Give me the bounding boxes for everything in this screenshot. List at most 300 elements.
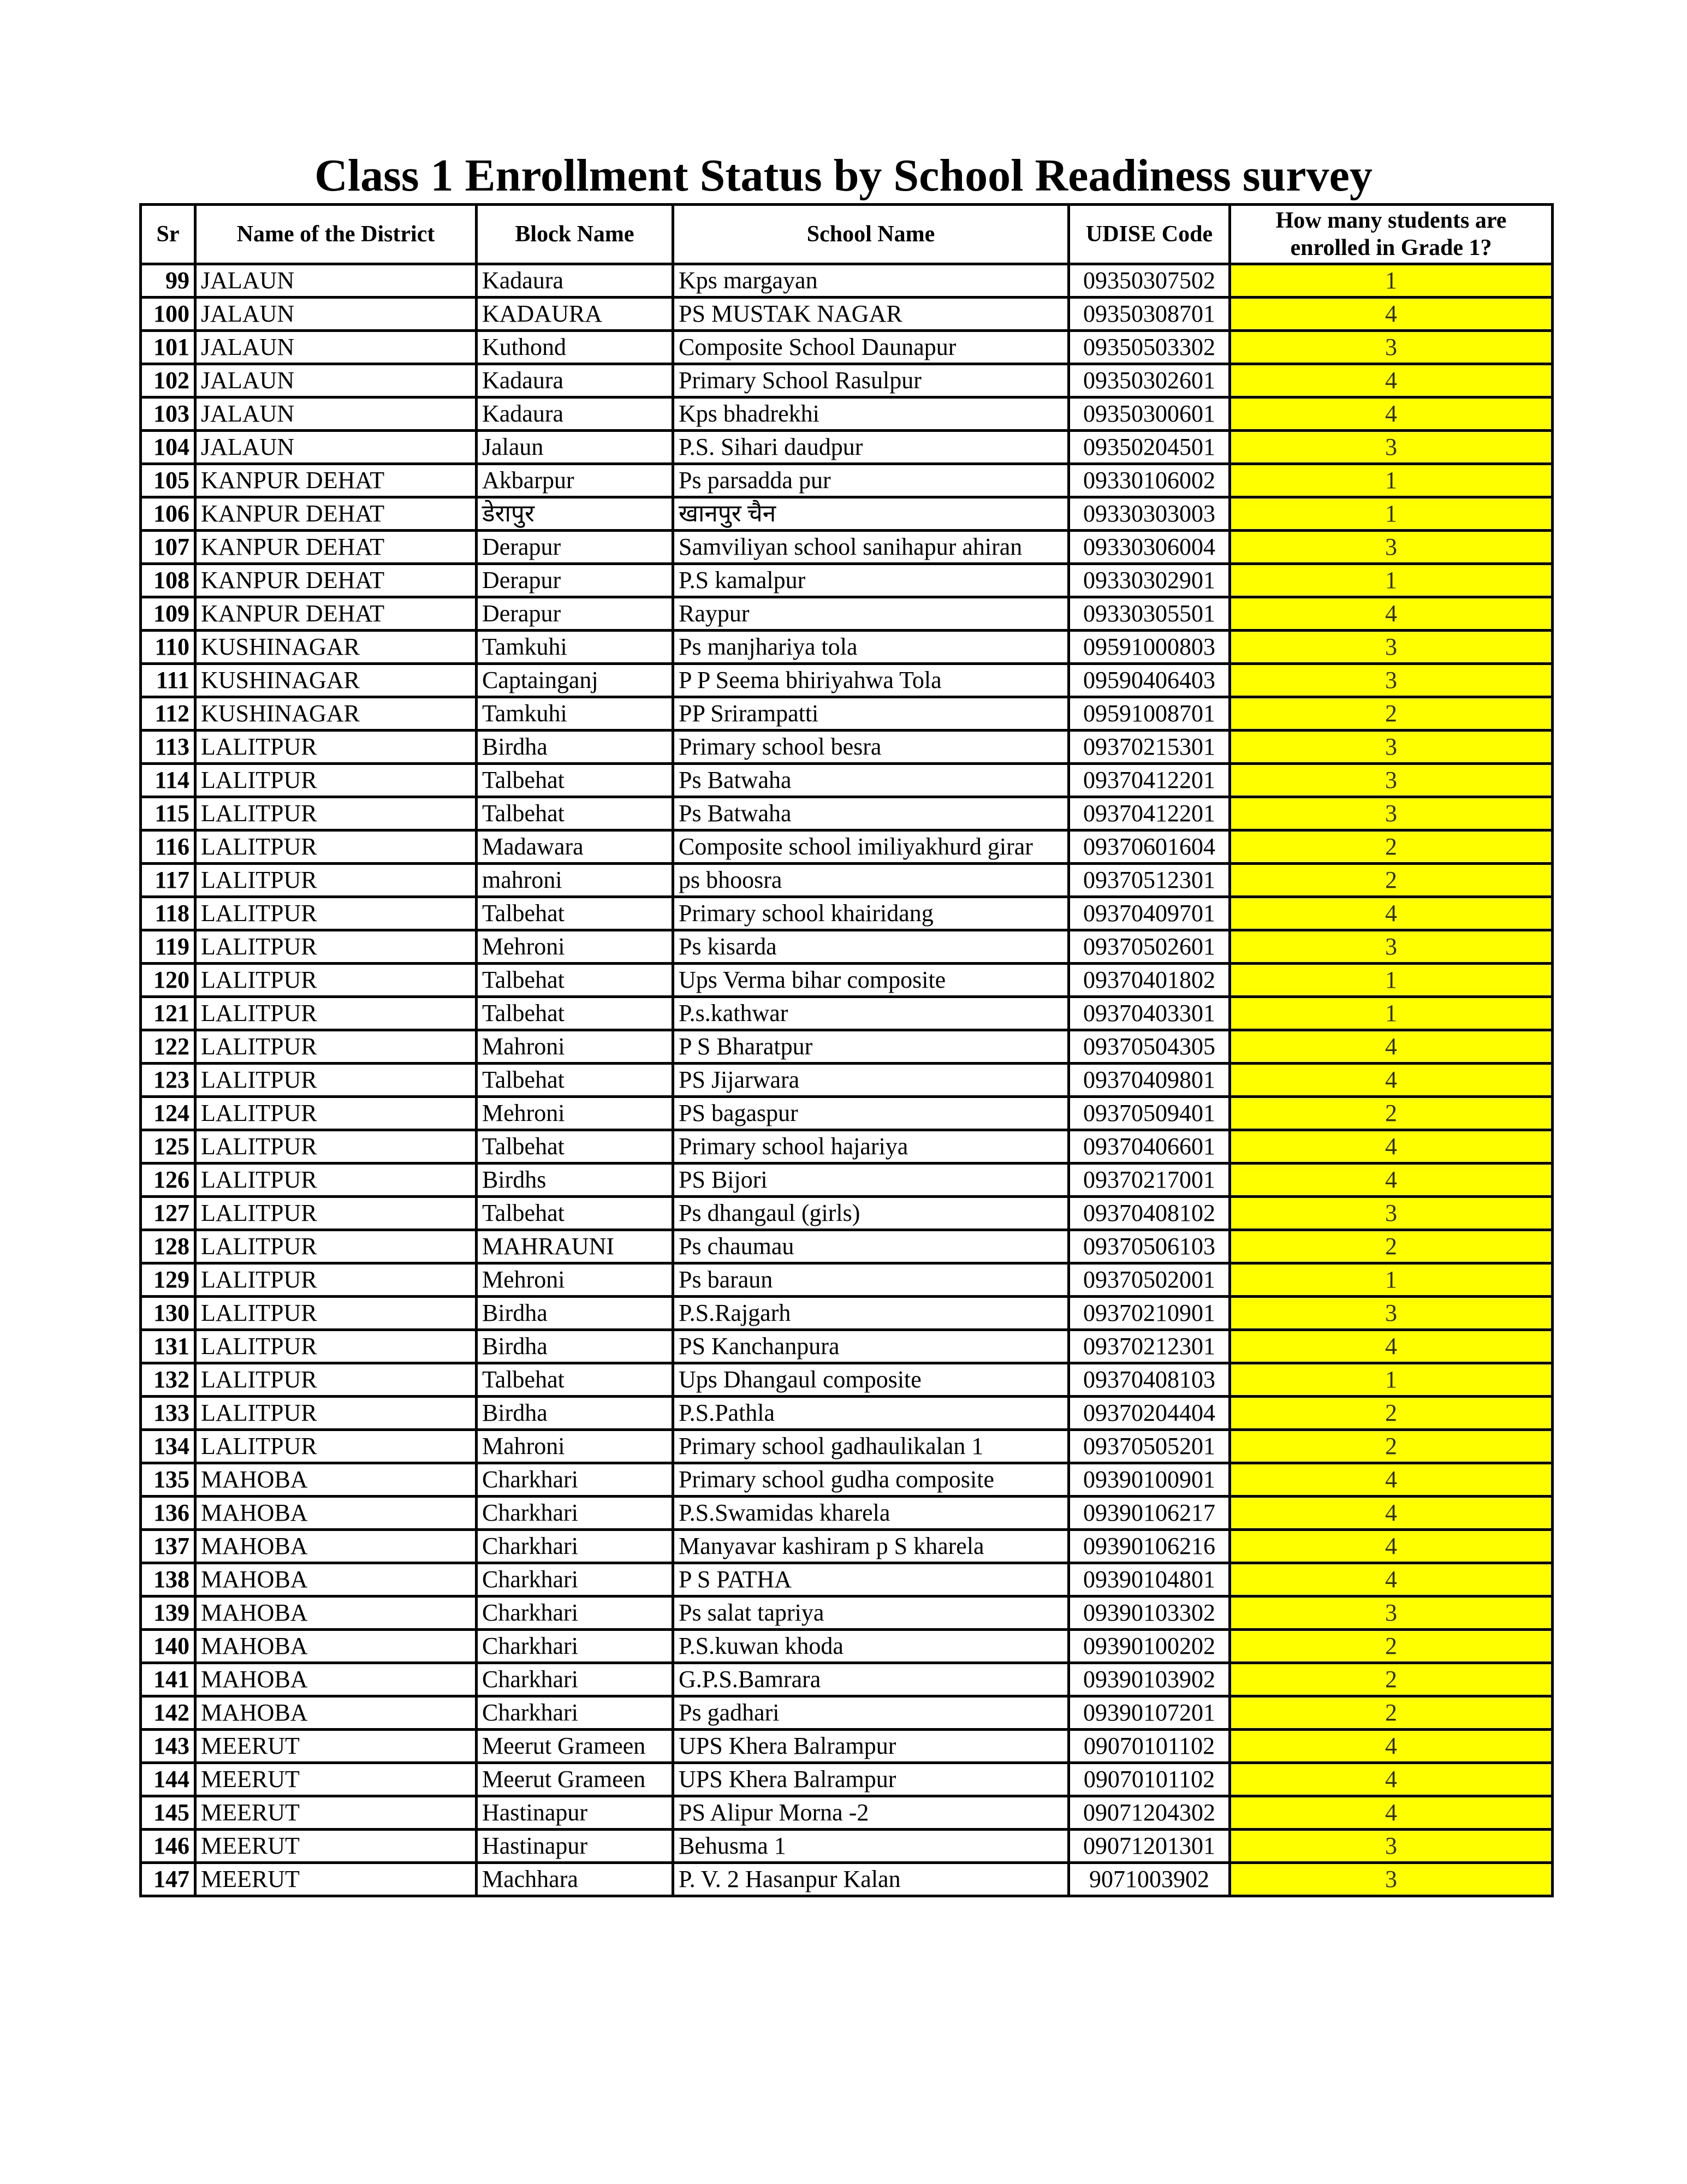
table-row [141,1363,1553,1397]
cell-school: Behusma 1 [673,1830,1069,1863]
cell-sr: 118 [141,897,195,930]
cell-block: Birdha [477,731,673,764]
table-row [141,431,1553,464]
cell-block: Derapur [477,531,673,564]
cell-enrolled: 2 [1230,1230,1553,1263]
cell-block: डेरापुर [477,497,673,531]
header-udise: UDISE Code [1069,205,1230,264]
cell-udise: 09350503302 [1069,331,1230,364]
cell-udise: 09370506103 [1069,1230,1230,1263]
cell-school: Ps gadhari [673,1696,1069,1730]
cell-block: Charkhari [477,1696,673,1730]
cell-udise: 09390100202 [1069,1630,1230,1663]
table-row [141,564,1553,597]
cell-udise: 09370204404 [1069,1397,1230,1430]
cell-block: Akbarpur [477,464,673,497]
cell-block: Meerut Grameen [477,1730,673,1763]
cell-udise: 09350302601 [1069,364,1230,397]
cell-udise: 09370212301 [1069,1330,1230,1363]
cell-block: Birdha [477,1297,673,1330]
cell-block: Machhara [477,1863,673,1896]
cell-school: Composite School Daunapur [673,331,1069,364]
cell-district: LALITPUR [195,830,477,864]
cell-sr: 102 [141,364,195,397]
cell-udise: 09330302901 [1069,564,1230,597]
cell-enrolled: 1 [1230,464,1553,497]
cell-school: PS Bijori [673,1164,1069,1197]
cell-school: Ps salat tapriya [673,1597,1069,1630]
cell-sr: 145 [141,1796,195,1830]
cell-sr: 142 [141,1696,195,1730]
cell-block: Charkhari [477,1597,673,1630]
cell-district: LALITPUR [195,1363,477,1397]
cell-school: UPS Khera Balrampur [673,1763,1069,1796]
cell-udise: 09390106217 [1069,1497,1230,1530]
cell-district: JALAUN [195,298,477,331]
cell-enrolled: 2 [1230,830,1553,864]
cell-school: Ps Batwaha [673,797,1069,830]
cell-sr: 134 [141,1430,195,1463]
cell-district: JALAUN [195,331,477,364]
cell-district: MEERUT [195,1863,477,1896]
cell-sr: 137 [141,1530,195,1563]
cell-sr: 122 [141,1030,195,1064]
cell-block: Kadaura [477,364,673,397]
cell-district: KUSHINAGAR [195,664,477,697]
cell-udise: 09350308701 [1069,298,1230,331]
cell-enrolled: 3 [1230,764,1553,797]
cell-udise: 09370215301 [1069,731,1230,764]
cell-school: Kps bhadrekhi [673,397,1069,431]
cell-block: Mehroni [477,1263,673,1297]
cell-block: Charkhari [477,1663,673,1696]
cell-udise: 09370408103 [1069,1363,1230,1397]
cell-udise: 09370401802 [1069,964,1230,997]
cell-enrolled: 2 [1230,1630,1553,1663]
cell-enrolled: 4 [1230,397,1553,431]
cell-enrolled: 2 [1230,1097,1553,1130]
cell-district: LALITPUR [195,1197,477,1230]
cell-school: Ps chaumau [673,1230,1069,1263]
table-row [141,864,1553,897]
table-row [141,1497,1553,1530]
cell-block: Talbehat [477,1064,673,1097]
cell-district: LALITPUR [195,1263,477,1297]
cell-block: Hastinapur [477,1830,673,1863]
cell-school: PS Alipur Morna -2 [673,1796,1069,1830]
cell-district: KUSHINAGAR [195,631,477,664]
table-row [141,298,1553,331]
cell-enrolled: 4 [1230,1763,1553,1796]
cell-block: Birdha [477,1397,673,1430]
cell-sr: 100 [141,298,195,331]
cell-district: MEERUT [195,1763,477,1796]
cell-block: Talbehat [477,897,673,930]
cell-sr: 130 [141,1297,195,1330]
cell-school: Ps kisarda [673,930,1069,964]
cell-enrolled: 2 [1230,1663,1553,1696]
cell-block: Charkhari [477,1563,673,1597]
cell-school: P S Bharatpur [673,1030,1069,1064]
table-row [141,1696,1553,1730]
cell-enrolled: 4 [1230,1130,1553,1164]
cell-school: ps bhoosra [673,864,1069,897]
table-row [141,1397,1553,1430]
cell-district: LALITPUR [195,1164,477,1197]
cell-school: PS Jijarwara [673,1064,1069,1097]
cell-school: Primary school khairidang [673,897,1069,930]
cell-block: Talbehat [477,1363,673,1397]
cell-district: LALITPUR [195,1397,477,1430]
cell-sr: 120 [141,964,195,997]
cell-sr: 125 [141,1130,195,1164]
cell-block: Tamkuhi [477,631,673,664]
cell-sr: 129 [141,1263,195,1297]
cell-block: Mehroni [477,930,673,964]
cell-district: LALITPUR [195,1330,477,1363]
cell-enrolled: 4 [1230,1463,1553,1497]
table-row [141,1730,1553,1763]
cell-district: MAHOBA [195,1497,477,1530]
cell-udise: 09370512301 [1069,864,1230,897]
cell-school: Ps Batwaha [673,764,1069,797]
table-row [141,497,1553,531]
cell-sr: 105 [141,464,195,497]
cell-sr: 110 [141,631,195,664]
cell-udise: 09390100901 [1069,1463,1230,1497]
cell-block: Talbehat [477,764,673,797]
cell-school: Ps dhangaul (girls) [673,1197,1069,1230]
cell-enrolled: 2 [1230,697,1553,731]
cell-district: LALITPUR [195,1430,477,1463]
cell-district: MAHOBA [195,1530,477,1563]
cell-block: Kuthond [477,331,673,364]
table-row [141,1663,1553,1696]
cell-enrolled: 1 [1230,964,1553,997]
cell-school: G.P.S.Bamrara [673,1663,1069,1696]
cell-sr: 143 [141,1730,195,1763]
table-row [141,1430,1553,1463]
cell-udise: 09070101102 [1069,1763,1230,1796]
cell-district: JALAUN [195,364,477,397]
cell-school: P.S kamalpur [673,564,1069,597]
table-row [141,964,1553,997]
cell-school: Raypur [673,597,1069,631]
cell-enrolled: 1 [1230,1263,1553,1297]
table-row [141,1330,1553,1363]
cell-block: Charkhari [477,1530,673,1563]
cell-enrolled: 2 [1230,1696,1553,1730]
table-row [141,1530,1553,1563]
cell-school: Primary school gudha composite [673,1463,1069,1497]
cell-udise: 09370210901 [1069,1297,1230,1330]
cell-district: LALITPUR [195,964,477,997]
cell-school: Manyavar kashiram p S kharela [673,1530,1069,1563]
table-row [141,531,1553,564]
cell-district: MEERUT [195,1796,477,1830]
cell-enrolled: 1 [1230,1363,1553,1397]
cell-udise: 09370406601 [1069,1130,1230,1164]
header-row [141,205,1553,264]
cell-district: MAHOBA [195,1696,477,1730]
cell-sr: 136 [141,1497,195,1530]
cell-sr: 132 [141,1363,195,1397]
table-row [141,331,1553,364]
cell-udise: 09370409801 [1069,1064,1230,1097]
table-body [141,264,1553,1896]
table-row [141,1297,1553,1330]
cell-udise: 09591000803 [1069,631,1230,664]
cell-district: KANPUR DEHAT [195,531,477,564]
cell-sr: 133 [141,1397,195,1430]
cell-enrolled: 4 [1230,1064,1553,1097]
cell-district: LALITPUR [195,897,477,930]
header-district: Name of the District [195,205,477,264]
cell-block: MAHRAUNI [477,1230,673,1263]
cell-district: MAHOBA [195,1597,477,1630]
cell-udise: 09330305501 [1069,597,1230,631]
table-row [141,797,1553,830]
cell-enrolled: 3 [1230,1297,1553,1330]
cell-block: Mahroni [477,1030,673,1064]
cell-district: LALITPUR [195,930,477,964]
cell-block: Talbehat [477,1197,673,1230]
cell-udise: 09390103902 [1069,1663,1230,1696]
cell-udise: 09071201301 [1069,1830,1230,1863]
cell-udise: 09330106002 [1069,464,1230,497]
cell-block: Derapur [477,597,673,631]
table-row [141,1263,1553,1297]
cell-sr: 141 [141,1663,195,1696]
table-row [141,1463,1553,1497]
table-row [141,1597,1553,1630]
cell-block: Charkhari [477,1463,673,1497]
cell-sr: 123 [141,1064,195,1097]
cell-district: JALAUN [195,264,477,298]
cell-enrolled: 4 [1230,1530,1553,1563]
cell-block: Talbehat [477,1130,673,1164]
cell-district: MAHOBA [195,1563,477,1597]
cell-udise: 09390104801 [1069,1563,1230,1597]
cell-school: Composite school imiliyakhurd girar [673,830,1069,864]
cell-enrolled: 3 [1230,1863,1553,1896]
table-row [141,764,1553,797]
cell-district: MEERUT [195,1830,477,1863]
table-row [141,1030,1553,1064]
table-row [141,464,1553,497]
cell-school: P.S.Swamidas kharela [673,1497,1069,1530]
cell-district: LALITPUR [195,1097,477,1130]
cell-sr: 119 [141,930,195,964]
cell-sr: 144 [141,1763,195,1796]
cell-school: Ups Dhangaul composite [673,1363,1069,1397]
cell-district: KANPUR DEHAT [195,497,477,531]
cell-school: P.S.Pathla [673,1397,1069,1430]
cell-sr: 101 [141,331,195,364]
cell-school: Primary school besra [673,731,1069,764]
cell-school: Primary School Rasulpur [673,364,1069,397]
table-row [141,1230,1553,1263]
cell-enrolled: 3 [1230,631,1553,664]
cell-enrolled: 4 [1230,1730,1553,1763]
cell-block: KADAURA [477,298,673,331]
cell-enrolled: 2 [1230,1430,1553,1463]
cell-school: Ps manjhariya tola [673,631,1069,664]
cell-block: Kadaura [477,397,673,431]
cell-sr: 140 [141,1630,195,1663]
cell-school: Ups Verma bihar composite [673,964,1069,997]
cell-sr: 127 [141,1197,195,1230]
cell-udise: 09390106216 [1069,1530,1230,1563]
cell-block: Mehroni [477,1097,673,1130]
header-sr: Sr [141,205,195,264]
cell-school: खानपुर चैन [673,497,1069,531]
cell-block: Mahroni [477,1430,673,1463]
cell-district: KUSHINAGAR [195,697,477,731]
cell-school: PS Kanchanpura [673,1330,1069,1363]
cell-enrolled: 4 [1230,1497,1553,1530]
cell-sr: 147 [141,1863,195,1896]
cell-udise: 09370504305 [1069,1030,1230,1064]
cell-enrolled: 4 [1230,1330,1553,1363]
table-row [141,631,1553,664]
cell-school: UPS Khera Balrampur [673,1730,1069,1763]
cell-udise: 09591008701 [1069,697,1230,731]
table-row [141,597,1553,631]
header-school: School Name [673,205,1069,264]
cell-enrolled: 3 [1230,930,1553,964]
table-row [141,830,1553,864]
cell-sr: 121 [141,997,195,1030]
cell-udise: 09370403301 [1069,997,1230,1030]
cell-enrolled: 4 [1230,597,1553,631]
cell-enrolled: 4 [1230,1796,1553,1830]
cell-udise: 09370408102 [1069,1197,1230,1230]
cell-block: Kadaura [477,264,673,298]
cell-block: Derapur [477,564,673,597]
cell-sr: 108 [141,564,195,597]
cell-block: Meerut Grameen [477,1763,673,1796]
cell-block: Tamkuhi [477,697,673,731]
cell-udise: 09370217001 [1069,1164,1230,1197]
cell-school: P.s.kathwar [673,997,1069,1030]
cell-udise: 09370601604 [1069,830,1230,864]
cell-udise: 09330306004 [1069,531,1230,564]
cell-school: P.S. Sihari daudpur [673,431,1069,464]
cell-district: MAHOBA [195,1630,477,1663]
cell-udise: 09350204501 [1069,431,1230,464]
cell-sr: 107 [141,531,195,564]
cell-sr: 131 [141,1330,195,1363]
cell-block: Birdha [477,1330,673,1363]
table-row [141,1863,1553,1896]
cell-block: Hastinapur [477,1796,673,1830]
cell-school: PS MUSTAK NAGAR [673,298,1069,331]
cell-block: Captainganj [477,664,673,697]
cell-enrolled: 3 [1230,331,1553,364]
table-row [141,1830,1553,1863]
cell-school: Primary school hajariya [673,1130,1069,1164]
page-title: Class 1 Enrollment Status by School Readiness survey [314,150,1373,201]
cell-sr: 114 [141,764,195,797]
cell-udise: 09370412201 [1069,764,1230,797]
cell-enrolled: 4 [1230,298,1553,331]
cell-school: P P Seema bhiriyahwa Tola [673,664,1069,697]
table-row [141,697,1553,731]
cell-block: Talbehat [477,964,673,997]
cell-district: MAHOBA [195,1463,477,1497]
cell-udise: 09370502001 [1069,1263,1230,1297]
cell-udise: 09070101102 [1069,1730,1230,1763]
table-row [141,664,1553,697]
cell-enrolled: 4 [1230,1164,1553,1197]
cell-school: Ps parsadda pur [673,464,1069,497]
header-enrolled: How many students are enrolled in Grade 1? [1230,205,1553,264]
cell-udise: 09370502601 [1069,930,1230,964]
cell-enrolled: 3 [1230,797,1553,830]
cell-sr: 106 [141,497,195,531]
cell-district: LALITPUR [195,1130,477,1164]
cell-block: Charkhari [477,1630,673,1663]
table-row [141,930,1553,964]
cell-block: Birdhs [477,1164,673,1197]
cell-school: PS bagaspur [673,1097,1069,1130]
cell-enrolled: 3 [1230,1197,1553,1230]
header-block: Block Name [477,205,673,264]
cell-enrolled: 2 [1230,864,1553,897]
cell-school: P S PATHA [673,1563,1069,1597]
table-row [141,1064,1553,1097]
cell-block: Madawara [477,830,673,864]
cell-district: JALAUN [195,431,477,464]
cell-enrolled: 2 [1230,1397,1553,1430]
cell-sr: 126 [141,1164,195,1197]
cell-district: LALITPUR [195,764,477,797]
cell-udise: 09390107201 [1069,1696,1230,1730]
table-row [141,1563,1553,1597]
cell-enrolled: 3 [1230,531,1553,564]
cell-sr: 139 [141,1597,195,1630]
cell-sr: 124 [141,1097,195,1130]
table-row [141,1796,1553,1830]
cell-block: mahroni [477,864,673,897]
enrollment-table [139,203,1554,1897]
cell-sr: 116 [141,830,195,864]
cell-udise: 09071204302 [1069,1796,1230,1830]
cell-enrolled: 1 [1230,997,1553,1030]
cell-district: LALITPUR [195,797,477,830]
table-row [141,897,1553,930]
cell-udise: 09330303003 [1069,497,1230,531]
cell-udise: 09590406403 [1069,664,1230,697]
cell-block: Jalaun [477,431,673,464]
cell-sr: 111 [141,664,195,697]
cell-enrolled: 1 [1230,564,1553,597]
cell-school: Kps margayan [673,264,1069,298]
cell-enrolled: 4 [1230,897,1553,930]
cell-district: LALITPUR [195,1230,477,1263]
cell-district: MAHOBA [195,1663,477,1696]
cell-district: JALAUN [195,397,477,431]
table-row [141,1164,1553,1197]
cell-udise: 09370412201 [1069,797,1230,830]
cell-enrolled: 3 [1230,1830,1553,1863]
cell-udise: 09390103302 [1069,1597,1230,1630]
cell-sr: 103 [141,397,195,431]
cell-sr: 113 [141,731,195,764]
table-row [141,1130,1553,1164]
cell-school: PP Srirampatti [673,697,1069,731]
